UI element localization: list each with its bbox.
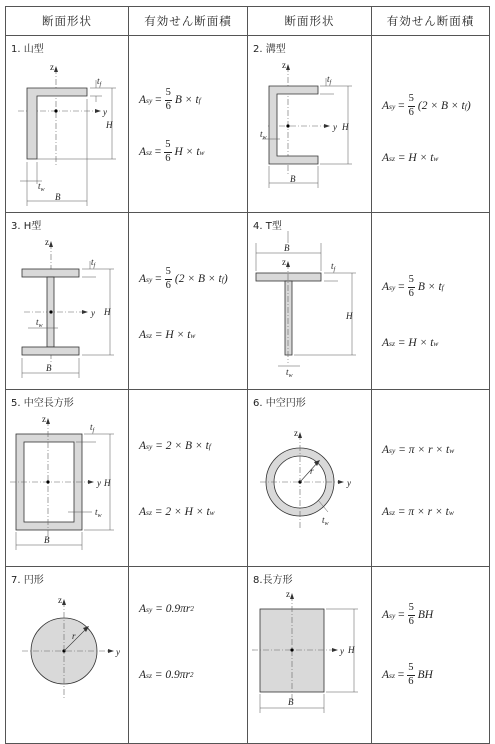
area-cell-hollow-circle — [372, 390, 490, 567]
b-dimension-label: B — [55, 192, 61, 202]
svg-text:z: z — [58, 595, 62, 605]
svg-text:B: B — [44, 535, 50, 545]
shape-cell-circle — [6, 567, 129, 744]
svg-text:B: B — [288, 697, 294, 707]
svg-text:H: H — [342, 122, 349, 132]
area-cell-t — [372, 213, 490, 390]
svg-text:B: B — [290, 174, 296, 184]
h-dimension-label: H — [106, 120, 113, 130]
section-label: 7. 円形 — [11, 575, 44, 586]
svg-text:z: z — [282, 257, 286, 267]
svg-text:H: H — [346, 311, 353, 321]
svg-text:r: r — [72, 631, 76, 641]
svg-text:y: y — [116, 647, 120, 657]
svg-text:H: H — [104, 478, 111, 488]
area-cell-rect — [372, 567, 490, 744]
svg-text:tf: $t_f$ — [327, 74, 332, 86]
shape-cell-hollow-rect — [6, 390, 129, 567]
table-row — [6, 567, 490, 744]
header-area-2: 有効せん断面積 — [372, 7, 490, 36]
area-cell-h — [129, 213, 248, 390]
y-axis-label: y — [333, 122, 337, 132]
section-label: 8.長方形 — [253, 575, 293, 586]
table-row — [6, 213, 490, 390]
formula-asy: A sy = π × r × t w — [382, 444, 455, 456]
formula-asz: A sz = H × t w — [382, 337, 439, 349]
svg-text:z: z — [286, 589, 290, 599]
section-label: 1. 山型 — [11, 44, 44, 55]
section-label: 3. H型 — [11, 221, 42, 232]
section-label: 5. 中空長方形 — [11, 398, 74, 409]
svg-text:H: H — [348, 645, 355, 655]
header-area-1: 有効せん断面積 — [129, 7, 248, 36]
rect-diagram — [248, 567, 372, 744]
formula-asz: A sz = 2 × H × t w — [139, 506, 215, 518]
svg-text:tf: $t_f$ — [90, 422, 95, 434]
formula-asy: A sy = $\frac{5}{6}$ B × t f — [382, 274, 444, 299]
svg-text:tw: $t_w$ — [286, 367, 293, 379]
area-cell-hollow-rect — [129, 390, 248, 567]
svg-text:y: y — [91, 308, 95, 318]
table-row — [6, 390, 490, 567]
h-section-diagram — [6, 213, 129, 390]
header-shape-2: 断面形状 — [248, 7, 372, 36]
formula-asz: A sz = H × t w — [139, 329, 196, 341]
formula-asz: A sz = 0.9πr 2 — [139, 669, 194, 681]
area-cell-angle — [129, 36, 248, 213]
svg-text:B: B — [46, 363, 52, 373]
shape-cell-rect — [248, 567, 372, 744]
svg-text:tf: $t_f$ — [331, 261, 336, 273]
formula-asz: A sz = $\frac{5}{6}$ H × t w — [139, 139, 205, 164]
svg-text:tw: $t_w$ — [36, 317, 43, 329]
formula-asy: A sy = $\frac{5}{6}$ BH — [382, 602, 434, 627]
circle-diagram — [6, 567, 129, 744]
svg-text:y: y — [340, 646, 344, 656]
formula-asy: A sy = $\frac{5}{6}$ (2 × B × t f ) — [382, 93, 471, 118]
svg-text:tw: $t_w$ — [260, 129, 267, 141]
header-shape-1: 断面形状 — [6, 7, 129, 36]
svg-text:H: H — [104, 307, 111, 317]
svg-text:B: B — [284, 243, 290, 253]
tw-label: $t_w$ — [38, 181, 45, 193]
hollow-rect-diagram — [6, 390, 129, 567]
section-label: 6. 中空円形 — [253, 398, 306, 409]
formula-asy: A sy = $\frac{5}{6}$ (2 × B × t f ) — [139, 266, 228, 291]
area-cell-circle — [129, 567, 248, 744]
z-axis-label: z — [50, 62, 54, 72]
section-table — [5, 6, 490, 744]
svg-text:y: y — [97, 478, 101, 488]
shape-cell-t — [248, 213, 372, 390]
y-axis-label: y — [103, 107, 107, 117]
shape-cell-hollow-circle — [248, 390, 372, 567]
header-row — [6, 7, 490, 36]
angle-section-diagram — [6, 36, 129, 213]
svg-text:z: z — [42, 414, 46, 424]
svg-text:y: y — [347, 478, 351, 488]
section-label: 2. 溝型 — [253, 44, 286, 55]
formula-asz: A sz = H × t w — [382, 152, 439, 164]
svg-text:tw: $t_w$ — [95, 507, 102, 519]
hollow-circle-diagram — [248, 390, 372, 567]
shape-cell-h — [6, 213, 129, 390]
svg-text:tf: $t_f$ — [91, 257, 96, 269]
svg-text:tw: $t_w$ — [322, 515, 329, 527]
formula-asy: A sy = 2 × B × t f — [139, 440, 211, 452]
formula-asz: A sz = $\frac{5}{6}$ BH — [382, 662, 433, 687]
tf-label: $t_f$ — [97, 76, 102, 88]
t-section-diagram — [248, 213, 372, 390]
svg-text:r: r — [310, 466, 314, 476]
svg-text:z: z — [294, 428, 298, 438]
formula-asz: A sz = π × r × t w — [382, 506, 454, 518]
formula-asy: A sy = $\frac{5}{6}$ B × t f — [139, 87, 201, 112]
svg-text:z: z — [45, 237, 49, 247]
table-row — [6, 36, 490, 213]
shape-cell-channel — [248, 36, 372, 213]
shape-cell-angle — [6, 36, 129, 213]
z-axis-label: z — [282, 60, 286, 70]
channel-section-diagram — [248, 36, 372, 213]
area-cell-channel — [372, 36, 490, 213]
formula-asy: A sy = 0.9πr 2 — [139, 603, 194, 615]
section-label: 4. T型 — [253, 221, 282, 232]
